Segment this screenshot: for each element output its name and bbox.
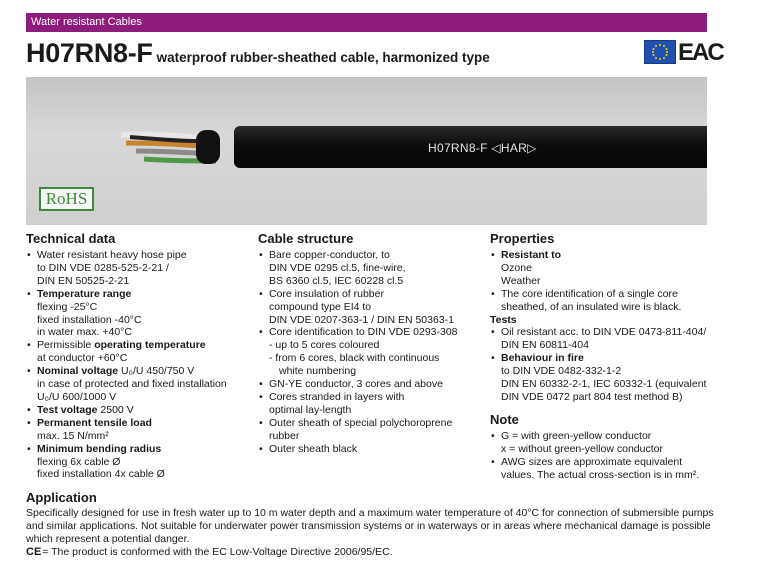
cable-structure-section [258, 231, 484, 456]
cable-print: H07RN8-F ◁HAR▷ [428, 141, 537, 155]
product-name: H07RN8-F [26, 38, 153, 68]
product-subtitle: waterproof rubber-sheathed cable, harmonized type [156, 50, 490, 65]
list-item: • Nominal voltage U₀/U 450/750 V in case of protected and fixed installation U₀/U 600/1000 V [26, 365, 252, 404]
list-item: • Resistant to Ozone Weather [490, 249, 716, 288]
list-item: • Minimum bending radius flexing 6x cable Ø fixed installation 4x cable Ø [26, 443, 252, 482]
tests-heading: Tests [490, 313, 517, 326]
list-item: • Temperature range flexing -25°C fixed installation -40°C in water max. +40°C [26, 288, 252, 340]
technical-data-section [26, 231, 252, 481]
list-item: • Permanent tensile load max. 15 N/mm² [26, 417, 252, 443]
tests-list [490, 326, 716, 403]
title-row [26, 38, 490, 72]
list-item: • Bare copper-conductor, to DIN VDE 0295 cl.5, fine-wire, BS 6360 cl.5, IEC 60228 cl.5 [258, 249, 484, 288]
category-bar [26, 13, 707, 32]
list-item: • Permissible operating temperature at conductor +60°C [26, 339, 252, 365]
eu-flag-icon [644, 40, 676, 64]
list-item: • Cores stranded in layers with optimal lay-length [258, 391, 484, 417]
properties-heading: Properties [490, 231, 555, 246]
list-item: • Outer sheath black [258, 443, 484, 456]
ce-mark-icon: CE [26, 545, 42, 558]
note-list [490, 430, 716, 482]
application-heading: Application [26, 490, 97, 505]
technical-data-heading: Technical data [26, 231, 116, 246]
list-item: • Water resistant heavy hose pipe to DIN VDE 0285-525-2-21 / DIN EN 50525-2-21 [26, 249, 252, 288]
list-item: • Behaviour in fire to DIN VDE 0482-332-1-2 DIN EN 60332-2-1, IEC 60332-1 (equivalent DIN VDE 0472 part 804 test method B) [490, 352, 716, 404]
list-item: • Oil resistant acc. to DIN VDE 0473-811-404/ DIN EN 60811-404 [490, 326, 716, 352]
note-heading: Note [490, 411, 519, 427]
rohs-badge: RoHS [39, 187, 94, 211]
properties-list [490, 249, 716, 314]
category-label: Water resistant Cables [31, 16, 142, 28]
list-item: • Core identification to DIN VDE 0293-308 - up to 5 cores coloured - from 6 cores, black with continuous white numbering [258, 326, 484, 378]
application-text: Specifically designed for use in fresh water up to 10 m water depth and a maximum water temperature of 40°C for connection of submersible pumps and similar applications. Not suitable for underwater power transmission systems or in waterways or in areas where mechanical damage is possible which represent a potential danger. [26, 507, 714, 545]
cable-structure-list [258, 249, 484, 456]
conformity-line [26, 546, 726, 559]
list-item: • Test voltage 2500 V [26, 404, 252, 417]
conformity-text: = The product is conformed with the EC Low-Voltage Directive 2006/95/EC. [42, 545, 393, 558]
cable-sleeve [196, 130, 220, 164]
list-item: • AWG sizes are approximate equivalent values. The actual cross-section is in mm². [490, 456, 716, 482]
product-photo [26, 77, 707, 225]
application-section [26, 490, 726, 559]
list-item: • The core identification of a single core sheathed, of an insulated wire is black. [490, 288, 716, 314]
eac-mark: EAC [678, 39, 723, 66]
list-item: • Core insulation of rubber compound type EI4 to DIN VDE 0207-363-1 / DIN EN 50363-1 [258, 288, 484, 327]
list-item: • G = with green-yellow conductor x = without green-yellow conductor [490, 430, 716, 456]
technical-data-list [26, 249, 252, 481]
list-item: • Outer sheath of special polychoroprene rubber [258, 417, 484, 443]
properties-section [490, 231, 716, 482]
list-item: • GN-YE conductor, 3 cores and above [258, 378, 484, 391]
cable-structure-heading: Cable structure [258, 231, 354, 246]
